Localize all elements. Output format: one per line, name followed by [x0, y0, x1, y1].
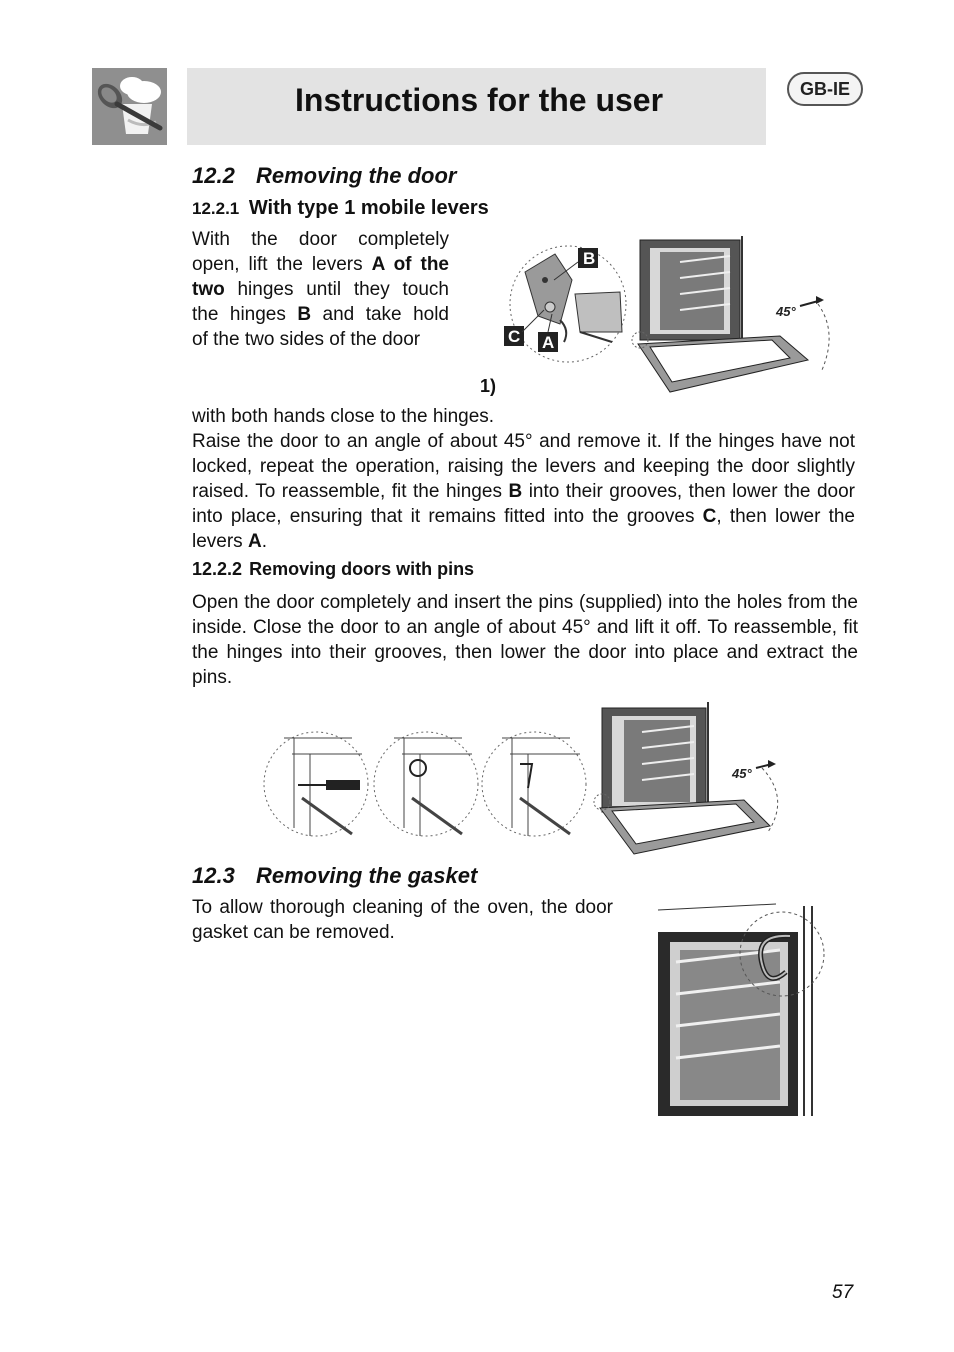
angle-label: 45° — [776, 304, 796, 319]
section-12-3-heading: 12.3 Removing the gasket — [192, 863, 478, 888]
section-12-3-body: To allow thorough cleaning of the oven, the door gasket can be removed. — [192, 897, 613, 943]
page-number: 57 — [832, 1282, 854, 1303]
figure-1-hinge-door — [500, 232, 840, 397]
svg-text:C: C — [508, 327, 521, 346]
header-title-bar — [187, 68, 766, 145]
section-12-2-heading: 12.2 Removing the door — [192, 163, 457, 188]
language-badge: GB-IE — [787, 72, 863, 106]
section-12-2-2-heading: 12.2.2 Removing doors with pins — [192, 559, 475, 579]
chef-spoon-icon — [92, 68, 167, 145]
section-12-2-1-intro: With the door completely open, lift the levers A of the two hinges until they touch the hinges B and take hold of the two sides of the door — [192, 229, 449, 350]
pin-icon — [410, 760, 426, 776]
screwdriver-icon — [326, 780, 360, 790]
chef-logo — [92, 68, 167, 145]
section-12-2-1-heading: 12.2.1 With type 1 mobile levers — [192, 197, 489, 219]
section-12-2-2-body: Open the door completely and insert the pins (supplied) into the holes from the inside. Close the door to an angle of about 45° and lift it off. To reassemble, fit the hinges into their grooves, then lower the door into place and extract the pins. — [192, 592, 858, 688]
pin-step-1 — [264, 732, 368, 836]
section-12-2-1-body: with both hands close to the hinges. Raise the door to an angle of about 45° and remove it. If the hinges have not locked, repeat the operation, raising the levers and keeping the door slightly raised. To reassemble, fit the hinges B into their grooves, then lower the door into place, ensuring that it remains fitted into the grooves C, then lower the levers A. — [192, 406, 856, 552]
oven-open-door — [594, 702, 778, 854]
pin-step-3 — [482, 732, 586, 836]
figure-3-gasket — [656, 902, 826, 1116]
svg-text:B: B — [583, 249, 596, 268]
figure-1-label: 1) — [480, 376, 497, 396]
page-title: Instructions for the user — [295, 82, 664, 118]
figure-2-pins — [262, 698, 792, 858]
svg-text:A: A — [542, 333, 555, 352]
angle-label: 45° — [732, 766, 752, 781]
pin-step-2 — [374, 732, 478, 836]
